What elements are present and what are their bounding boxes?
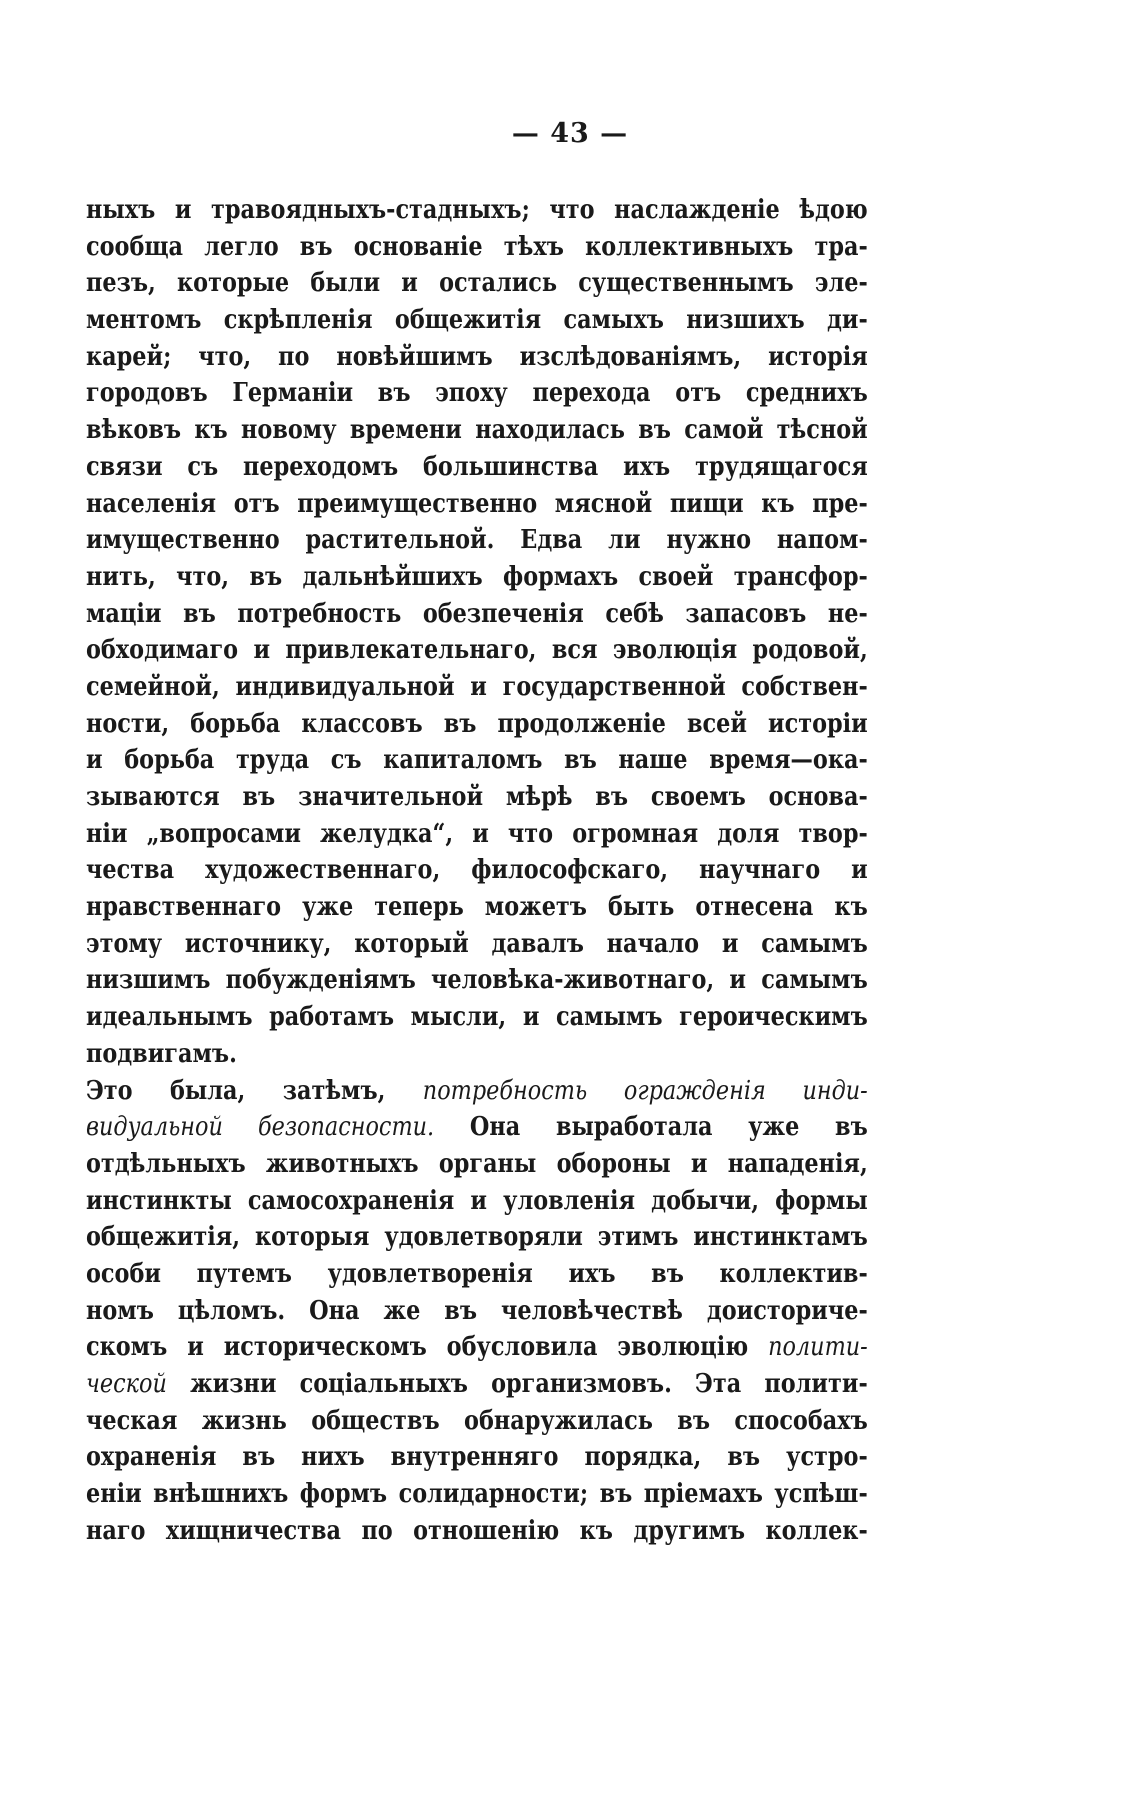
- page-number: — 43 —: [511, 118, 629, 149]
- text-line: [86, 339, 868, 376]
- text-line: [86, 302, 868, 339]
- text-run: общежитія, которыя удовлетворяли этимъ инстинктамъ: [86, 1222, 868, 1253]
- text-line: [86, 999, 868, 1036]
- text-run: нравственнаго уже теперь можетъ быть отнесена къ: [86, 892, 868, 923]
- text-line: [86, 669, 868, 706]
- text-line: [86, 852, 868, 889]
- text-run: еніи внѣшнихъ формъ солидарности; въ пріемахъ успѣш-: [86, 1479, 868, 1510]
- text-line: [86, 926, 868, 963]
- text-line: [86, 1439, 868, 1476]
- text-run: нить, что, въ дальнѣйшихъ формахъ своей трансфор-: [86, 561, 868, 592]
- text-line: [86, 192, 868, 229]
- text-run: жизни соціальныхъ организмовъ. Эта полити-: [166, 1369, 868, 1399]
- text-run: идеальнымъ работамъ мысли, и самымъ героическимъ: [86, 1002, 868, 1033]
- text-run: Это была, затѣмъ,: [86, 1075, 423, 1106]
- text-run: номъ цѣломъ. Она же въ человѣчествѣ доисториче-: [86, 1295, 868, 1326]
- text-run: особи путемъ удовлетворенія ихъ въ коллектив-: [86, 1258, 868, 1289]
- text-line: [86, 1256, 868, 1293]
- text-run: чества художественнаго, философскаго, научнаго и: [86, 855, 868, 886]
- text-line: [86, 412, 868, 449]
- text-line: [86, 1403, 868, 1440]
- text-line: [86, 1513, 868, 1550]
- text-line: [86, 596, 868, 633]
- text-line: [86, 1293, 868, 1330]
- text-run: ментомъ скрѣпленія общежитія самыхъ низшихъ ди-: [86, 305, 868, 336]
- text-run: городовъ Германіи въ эпоху перехода отъ среднихъ: [86, 378, 868, 409]
- text-run: низшимъ побужденіямъ человѣка-животнаго, и самымъ: [86, 965, 868, 996]
- text-run: ности, борьба классовъ въ продолженіе всей исторіи: [86, 708, 868, 739]
- text-line: [86, 1146, 868, 1183]
- text-run: связи съ переходомъ большинства ихъ трудящагося: [86, 451, 868, 482]
- text-line: [86, 1073, 868, 1110]
- text-run: ніи „вопросами желудка“, и что огромная доля твор-: [86, 818, 868, 849]
- text-run: вѣковъ къ новому времени находилась въ самой тѣсной: [86, 415, 868, 446]
- text-line: [86, 632, 868, 669]
- text-run: семейной, индивидуальной и государственной собствен-: [86, 671, 868, 702]
- italic-emphasis: потребность огражденія инди-: [422, 1075, 868, 1106]
- text-run: охраненія въ нихъ внутренняго порядка, въ устро-: [86, 1442, 868, 1473]
- text-run: зываются въ значительной мѣрѣ въ своемъ основа-: [86, 782, 868, 812]
- italic-emphasis: полити-: [768, 1332, 868, 1363]
- text-run: сообща легло въ основаніе тѣхъ коллективныхъ тра-: [86, 231, 868, 262]
- text-line: [86, 486, 868, 523]
- text-run: ныхъ и травоядныхъ-стадныхъ; что наслажденіе ѣдою: [86, 195, 868, 225]
- text-line: [86, 559, 868, 596]
- text-run: имущественно растительной. Едва ли нужно напом-: [86, 525, 868, 556]
- text-run: пезъ, которые были и остались существеннымъ эле-: [86, 268, 868, 299]
- text-line: [86, 1109, 868, 1146]
- text-line: [86, 1476, 868, 1513]
- text-line: [86, 229, 868, 266]
- text-line: [86, 375, 868, 412]
- text-line: [86, 522, 868, 559]
- text-line: [86, 449, 868, 486]
- text-line: [86, 1036, 868, 1073]
- italic-emphasis: видуальной безопасности.: [86, 1112, 435, 1143]
- text-run: Она выработала уже въ: [434, 1112, 868, 1143]
- text-line: [86, 1329, 868, 1366]
- text-run: этому источнику, который давалъ начало и самымъ: [86, 928, 868, 959]
- text-run: маціи въ потребность обезпеченія себѣ запасовъ не-: [86, 598, 868, 629]
- text-run: обходимаго и привлекательнаго, вся эволюція родовой,: [86, 635, 868, 666]
- text-line: [86, 1219, 868, 1256]
- text-line: [86, 742, 868, 779]
- text-line: [86, 962, 868, 999]
- text-line: [86, 889, 868, 926]
- text-run: наго хищничества по отношенію къ другимъ коллек-: [86, 1515, 868, 1546]
- text-run: карей; что, по новѣйшимъ изслѣдованіямъ, исторія: [86, 341, 868, 372]
- text-line: [86, 1183, 868, 1220]
- text-run: населенія отъ преимущественно мясной пищи къ пре-: [86, 488, 868, 519]
- text-line: [86, 779, 868, 816]
- text-line: [86, 265, 868, 302]
- text-run: ческая жизнь обществъ обнаружилась въ способахъ: [86, 1405, 868, 1436]
- body-text: [86, 192, 868, 1549]
- italic-emphasis: ческой: [86, 1369, 167, 1399]
- text-line: [86, 1366, 868, 1403]
- text-line: [86, 816, 868, 853]
- text-run: скомъ и историческомъ обусловила эволюцію: [86, 1332, 769, 1363]
- text-line: [86, 706, 868, 743]
- text-run: подвигамъ.: [86, 1038, 237, 1069]
- text-run: инстинкты самосохраненія и уловленія добычи, формы: [86, 1185, 868, 1216]
- text-run: отдѣльныхъ животныхъ органы обороны и нападенія,: [86, 1148, 868, 1179]
- text-run: и борьба труда съ капиталомъ въ наше время—ока-: [86, 745, 868, 776]
